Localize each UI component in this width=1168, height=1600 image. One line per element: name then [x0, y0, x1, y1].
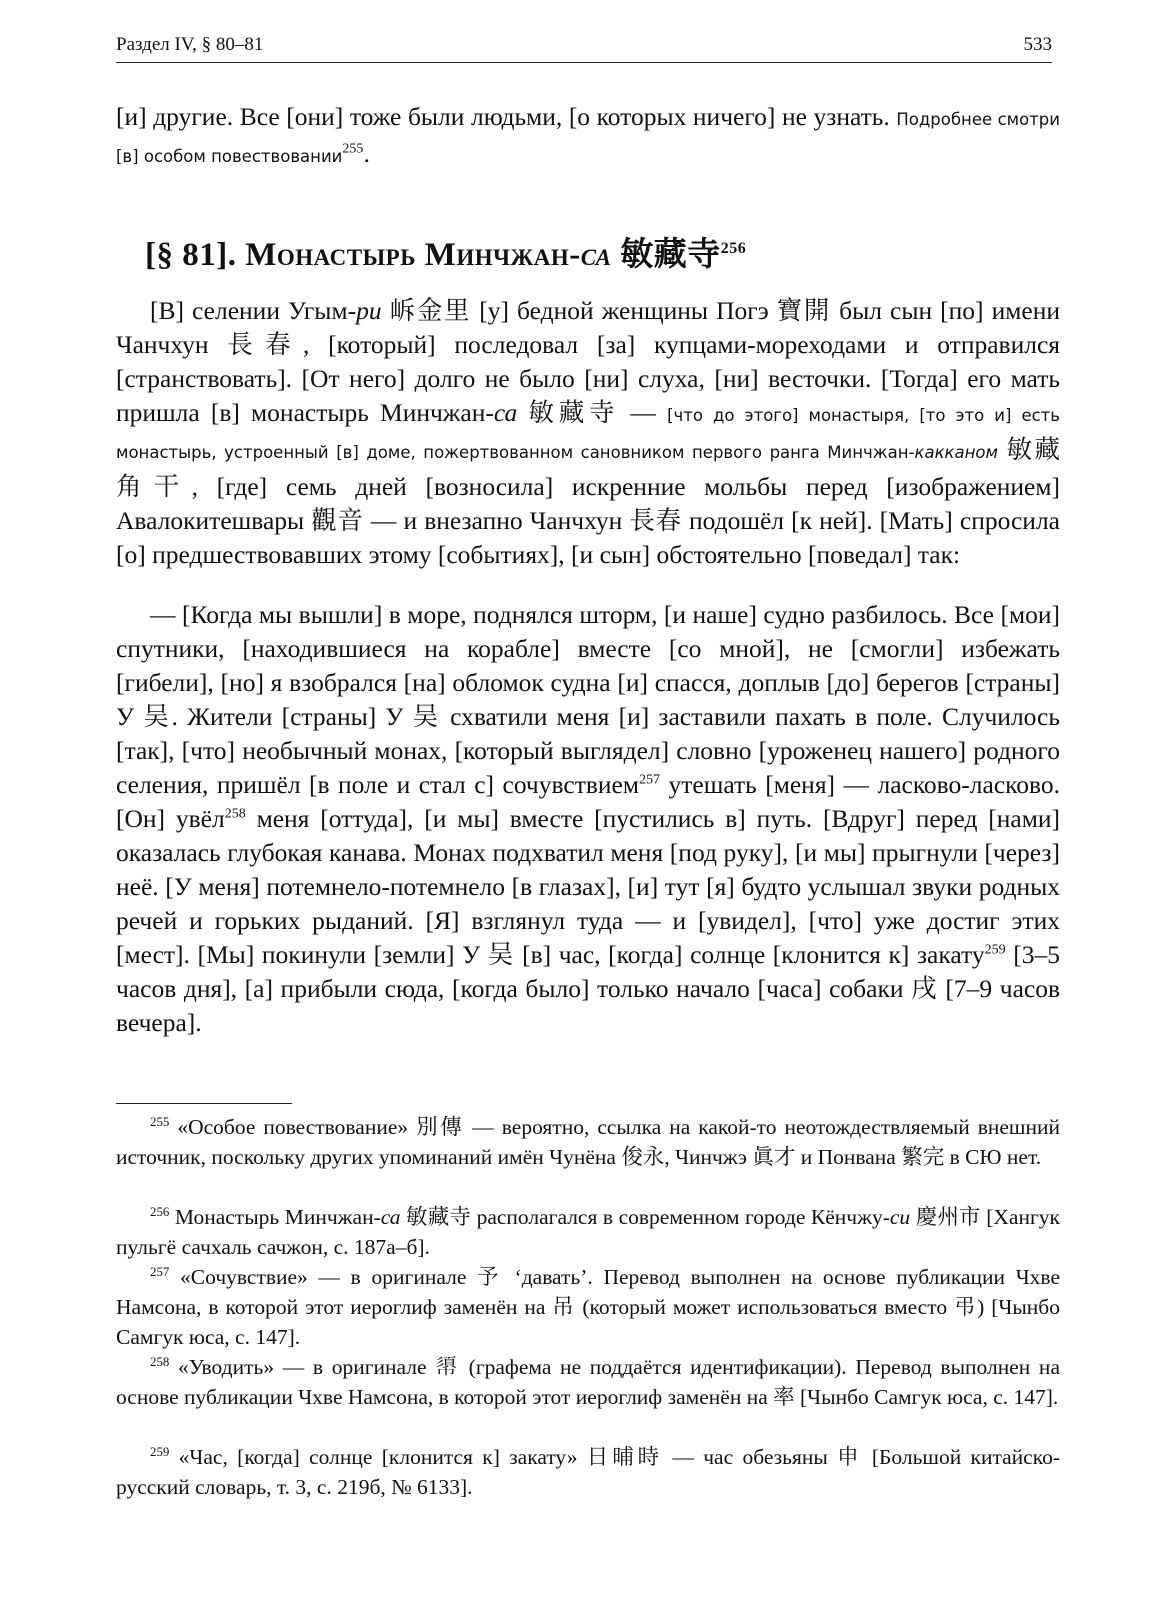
para1-b: 𡶜金里 [у] бедной женщины Погэ 寶開 был сын [по] имени Чанчхун 長春, [который] последовал [за] купцами-мореходами и отправился [странствовать]. [От него] долго не было [ни] слуха, [ни] весточки. [Тогда] его мать пришла [в] монастырь Минчжан- [116, 296, 1060, 427]
intro-note: Подробнее смотри [в] особом повествовании [116, 110, 1060, 166]
para1-c: 敏藏寺 — [517, 398, 668, 427]
heading-title-italic: са [580, 237, 612, 273]
footnote-text: Монастырь Минчжан- [169, 1205, 381, 1229]
footnote-ref: 256 [720, 240, 747, 257]
para2-a: — [Когда мы вышли] в море, поднялся шторм, [и наше] судно разбилось. Все [мои] спутники, [находившиеся на корабле] вместе [со мной], не [смогли] избежать [гибели], [но] я взобрался [на] обломок судна [и] спасся, доплыв [до] берегов [страны] У 吴. Жители [страны] У 吴 схватили меня [и] заставили пахать в поле. Случилось [так], [что] необычный монах, [который выглядел] словно [уроженец нашего] родного селения, пришёл [в поле и стал с] сочувствием [116, 600, 1060, 799]
para2-c: меня [оттуда], [и мы] вместе [пустились в] путь. [Вдруг] перед [нами] оказалась глубокая канава. Монах подхватил меня [под руку], [и мы] прыгнули [через] неё. [У меня] потемнело-потемнело [в глазах], [и] тут [я] будто услышал звуки родных речей и горьких рыданий. [Я] взглянул туда — и [увидел], [что] уже достиг этих [мест]. [Мы] покинули [земли] У 吴 [в] час, [когда] солнце [клонится к] закату [116, 804, 1060, 969]
footnote-number: 259 [150, 1444, 170, 1459]
footnote-256 [116, 1202, 1060, 1262]
footnote-number: 257 [150, 1264, 170, 1279]
page-number: 533 [1023, 34, 1052, 55]
footnote-257 [116, 1262, 1060, 1352]
body-paragraph-2 [116, 598, 1060, 1040]
footnote-number: 255 [150, 1114, 170, 1129]
para1-b-italic: са [493, 398, 518, 427]
footnote-italic: си [889, 1205, 911, 1229]
footnote-ref: 259 [984, 942, 1006, 958]
body-paragraph-1 [116, 294, 1060, 572]
footnote-255 [116, 1112, 1060, 1172]
footnote-text: «Сочувствие» — в оригинале 予 ‘давать’. Перевод выполнен на основе публикации Чхве Намсона, в которой этот иероглиф заменён на 吊 (который может использоваться вместо 弔) [Чынбо Самгук юса, с. 147]. [116, 1265, 1060, 1349]
footnote-text: 慶州市 [Хангук пульгё сачхаль сачжон, с. 187а–б]. [116, 1205, 1060, 1259]
para1-a: [В] селении Угым- [150, 296, 357, 325]
footnote-258 [116, 1352, 1060, 1412]
intro-period: . [363, 139, 370, 168]
intro-text: [и] другие. Все [они] тоже были людьми, [о которых ничего] не узнать. [116, 102, 890, 131]
para1-a-italic: ри [356, 296, 382, 325]
footnote-text: 敏藏寺 располагался в современном городе Кёнчжу- [400, 1205, 890, 1229]
para1-inline-note-italic: какканом [914, 443, 998, 462]
section-label: Раздел IV, § 80–81 [116, 34, 264, 55]
footnote-divider [116, 1103, 292, 1104]
heading-bracket: [§ 81]. [145, 237, 237, 273]
footnote-259 [116, 1442, 1060, 1502]
footnote-text: «Уводить» — в оригинале 𢄼 (графема не поддаётся идентификации). Перевод выполнен на основе публикации Чхве Намсона, в которой этот иероглиф заменён на 率 [Чынбо Самгук юса, с. 147]. [116, 1355, 1060, 1409]
footnote-number: 258 [150, 1354, 170, 1369]
running-head [116, 34, 1052, 63]
footnote-ref: 257 [638, 772, 661, 788]
para1-d: 敏藏角干, [где] семь дней [возносила] искренние мольбы перед [изображением] Авалокитешвары 觀音 — и внезапно Чанчхун 長春 подошёл [к ней]. [Мать] спросила [о] предшествовавших этому [событиях], [и сын] обстоятельно [поведал] так: [116, 435, 1060, 569]
footnote-number: 256 [150, 1204, 170, 1219]
footnote-text: «Особое повествование» 別傳 — вероятно, ссылка на какой-то неотождествляемый внешний источник, поскольку других упоминаний имён Чунёна 俊永, Чинчжэ 眞才 и Понвана 繁完 в СЮ нет. [116, 1115, 1060, 1169]
section-heading [145, 228, 746, 275]
footnote-text: «Час, [когда] солнце [клонится к] закату» 日晡時 — час обезьяны 申 [Большой китайско-русский словарь, т. 3, с. 219б, № 6133]. [116, 1445, 1060, 1499]
footnote-ref: 255 [342, 141, 364, 157]
footnote-ref: 258 [224, 806, 246, 822]
footnote-italic: са [380, 1205, 401, 1229]
intro-paragraph [116, 100, 1060, 174]
para1-inline-note: [что до этого] монастыря, [то это и] есть монастырь, устроенный [в] доме, пожертвованном сановником первого ранга Минчжан- [116, 406, 1061, 462]
para2-d: [3–5 часов дня], [а] прибыли сюда, [когда было] только начало [часа] собаки 戌 [7–9 часов вечера]. [116, 940, 1060, 1037]
heading-hanzi: 敏藏寺 [620, 237, 721, 273]
heading-title: Монастырь Минчжан- [245, 237, 581, 273]
para2-b: утешать [меня] — ласково-ласково. [Он] увёл [116, 770, 1060, 833]
